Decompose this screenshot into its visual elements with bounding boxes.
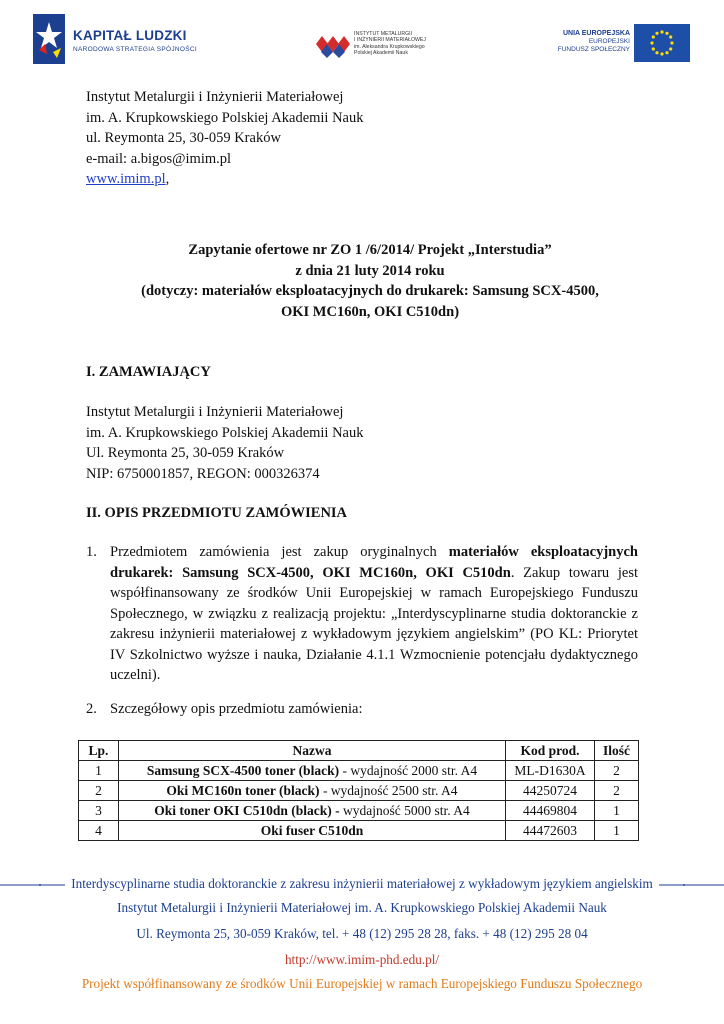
table-row: 4 Oki fuser C510dn 44472603 1 [79,821,639,841]
website-link[interactable]: www.imim.pl [86,171,166,187]
kapital-ludzki-subtitle: NARODOWA STRATEGIA SPÓJNOŚCI [73,46,197,53]
footer-website-link[interactable]: http://www.imim-phd.edu.pl/ [284,952,440,967]
section-heading-ordering-party: I. ZAMAWIAJĄCY [86,364,211,380]
footer-institute: Instytut Metalurgii i Inżynierii Materiałowej im. A. Krupkowskiego Polskiej Akademii Nauk [117,900,607,915]
imim-logo-text: INSTYTUT METALURGII I INŻYNIERII MATERIAŁOWEJ im. Aleksandra Krupkowskiego Polskiej Akademii Nauk [354,31,426,56]
col-lp: Lp. [79,741,119,761]
kapital-ludzki-title: KAPITAŁ LUDZKI [73,28,187,43]
imim-logo [316,28,446,62]
kapital-ludzki-logo [33,14,213,64]
col-name: Nazwa [119,741,506,761]
eu-flag-icon [634,24,690,62]
document-title: Zapytanie ofertowe nr ZO 1 /6/2014/ Projekt „Interstudia” z dnia 21 luty 2014 roku (dotyczy: materiałów eksploatacyjnych do drukarek: Samsung SCX-4500, OKI MC160n, OKI C510dn) [141,242,599,320]
footer-project-name: Interdyscyplinarne studia doktoranckie z zakresu inżynierii materiałowej z wykładowym językiem angielskim [0,876,724,892]
table-header-row [79,741,639,761]
ue-logo-text: UNIA EUROPEJSKA EUROPEJSKI FUNDUSZ SPOŁECZNY [557,30,630,54]
kapital-ludzki-star-icon [33,14,65,64]
list-item-1: 1. Przedmiotem zamówienia jest zakup oryginalnych materiałów eksploatacyjnych drukarek: Samsung SCX-4500, OKI MC160n, OKI C510dn. Zakup towaru jest współfinansowany ze środków Unii Europejskiej w ramach Europejskiego Funduszu Społecznego, w związku z realizacją projektu: „Interdyscyplinarne studia doktoranckie z zakresu inżynierii materiałowej z wykładowym językiem angielskim” (PO KL: Priorytet IV Szkolnictwo wyższe i nauka, Działanie 4.1.1 Wzmocnienie potencjału dydaktycznego uczelni). [86,544,638,683]
ordering-party-details: Instytut Metalurgii i Inżynierii Materiałowej im. A. Krupkowskiego Polskiej Akademii Nauk Ul. Reymonta 25, 30-059 Kraków NIP: 6750001857, REGON: 000326374 [86,404,364,482]
imim-mark-icon [316,30,350,58]
col-qty: Ilość [595,741,639,761]
footer-contact: Ul. Reymonta 25, 30-059 Kraków, tel. + 48 (12) 295 28 28, faks. + 48 (12) 295 28 04 [136,926,588,941]
table-row: 3 Oki toner OKI C510dn (black) - wydajność 5000 str. A4 44469804 1 [79,801,639,821]
section-heading-order-description: II. OPIS PRZEDMIOTU ZAMÓWIENIA [86,505,348,521]
col-code: Kod prod. [506,741,595,761]
sender-address: Instytut Metalurgii i Inżynierii Materiałowej im. A. Krupkowskiego Polskiej Akademii Nauk ul. Reymonta 25, 30-059 Kraków e-mail: a.bigos@imim.pl www.imim.pl, [86,89,364,187]
table-row: 2 Oki MC160n toner (black) - wydajność 2500 str. A4 44250724 2 [79,781,639,801]
table-row: 1 Samsung SCX-4500 toner (black) - wydajność 2000 str. A4 ML-D1630A 2 [79,761,639,781]
footer-cofinancing-note: Projekt współfinansowany ze środków Unii Europejskiej w ramach Europejskiego Funduszu Społecznego [81,976,643,991]
items-table [78,740,639,841]
list-item-2: 2. Szczegółowy opis przedmiotu zamówienia: [86,701,363,717]
